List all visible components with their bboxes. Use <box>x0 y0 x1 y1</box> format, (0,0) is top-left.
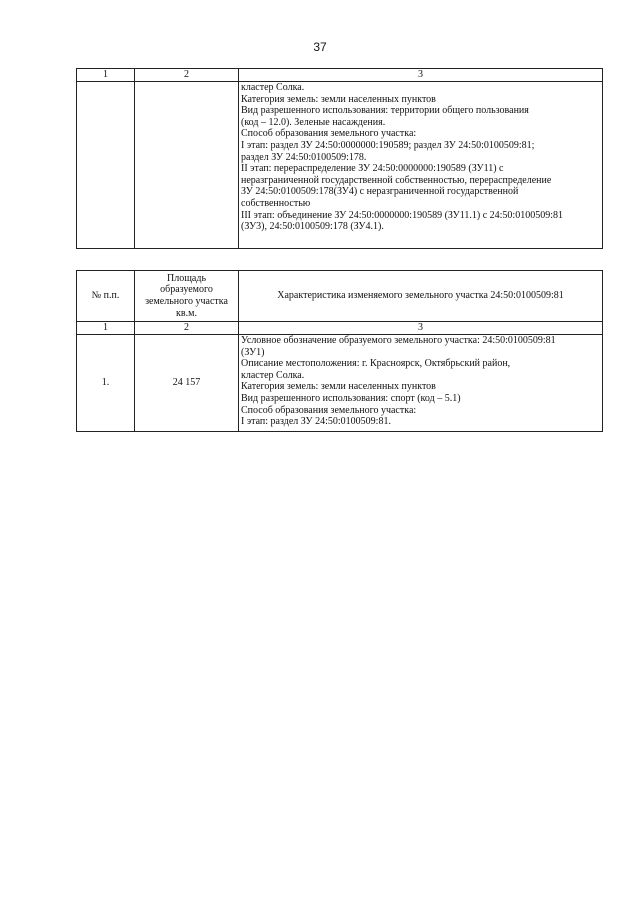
description-line: II этап: перераспределение ЗУ 24:50:0000000:190589 (ЗУ11) с <box>241 163 504 175</box>
description-line: кластер Солка. <box>241 369 305 381</box>
col-number-2: 2 <box>135 69 239 82</box>
row-number-cell <box>77 82 135 249</box>
description-line: Вид разрешенного использования: территории общего пользования <box>241 105 529 117</box>
column-number-row <box>77 69 603 82</box>
table-row <box>77 82 603 249</box>
area-cell: 24 157 <box>135 335 239 432</box>
page-number: 37 <box>313 40 327 54</box>
description-cell <box>239 335 603 432</box>
description-line: Категория земель: земли населенных пунктов <box>241 93 436 105</box>
table-row <box>77 335 603 432</box>
description-line: (ЗУ1) <box>241 346 265 358</box>
col-number-1: 1 <box>77 69 135 82</box>
row-number-cell: 1. <box>77 335 135 432</box>
col-number-2: 2 <box>135 322 239 335</box>
description-line: I этап: раздел ЗУ 24:50:0100509:81. <box>241 416 391 428</box>
description-line: ЗУ 24:50:0100509:178(ЗУ4) с неразграниченной государственной <box>241 186 519 198</box>
header-area-line: кв.м. <box>176 307 197 319</box>
description-line: раздел ЗУ 24:50:0100509:178. <box>241 151 367 163</box>
header-area <box>135 271 239 322</box>
description-line: Вид разрешенного использования: спорт (код – 5.1) <box>241 392 461 404</box>
description-line: неразграниченной государственной собственностью, перераспределение <box>241 174 552 186</box>
column-number-row <box>77 322 603 335</box>
description-line: (код – 12.0). Зеленые насаждения. <box>241 116 386 128</box>
header-area-line: Площадь <box>167 272 206 284</box>
header-area-line: земельного участка <box>145 296 228 307</box>
description-line: (ЗУ3), 24:50:0100509:178 (ЗУ4.1). <box>241 221 384 233</box>
description-line: Способ образования земельного участка: <box>241 404 417 416</box>
description-line: Способ образования земельного участка: <box>241 128 417 140</box>
description-cell <box>239 82 603 249</box>
table-continuation <box>76 68 603 249</box>
header-area-line: образуемого <box>160 284 213 296</box>
description-line: III этап: объединение ЗУ 24:50:0000000:190589 (ЗУ11.1) с 24:50:0100509:81 <box>241 209 563 221</box>
description-line: Условное обозначение образуемого земельного участка: 24:50:0100509:81 <box>241 335 556 346</box>
area-cell <box>135 82 239 249</box>
header-number: № п.п. <box>77 271 135 322</box>
col-number-1: 1 <box>77 322 135 335</box>
header-row <box>77 271 603 322</box>
description-line: Описание местоположения: г. Красноярск, Октябрьский район, <box>241 358 511 370</box>
header-description: Характеристика изменяемого земельного участка 24:50:0100509:81 <box>239 271 603 322</box>
description-line: Категория земель: земли населенных пунктов <box>241 381 436 393</box>
table-land-plot <box>76 270 603 432</box>
description-line: I этап: раздел ЗУ 24:50:0000000:190589; раздел ЗУ 24:50:0100509:81; <box>241 139 535 151</box>
description-line: кластер Солка. <box>241 82 305 93</box>
col-number-3: 3 <box>239 322 603 335</box>
description-line: собственностью <box>241 197 311 209</box>
col-number-3: 3 <box>239 69 603 82</box>
